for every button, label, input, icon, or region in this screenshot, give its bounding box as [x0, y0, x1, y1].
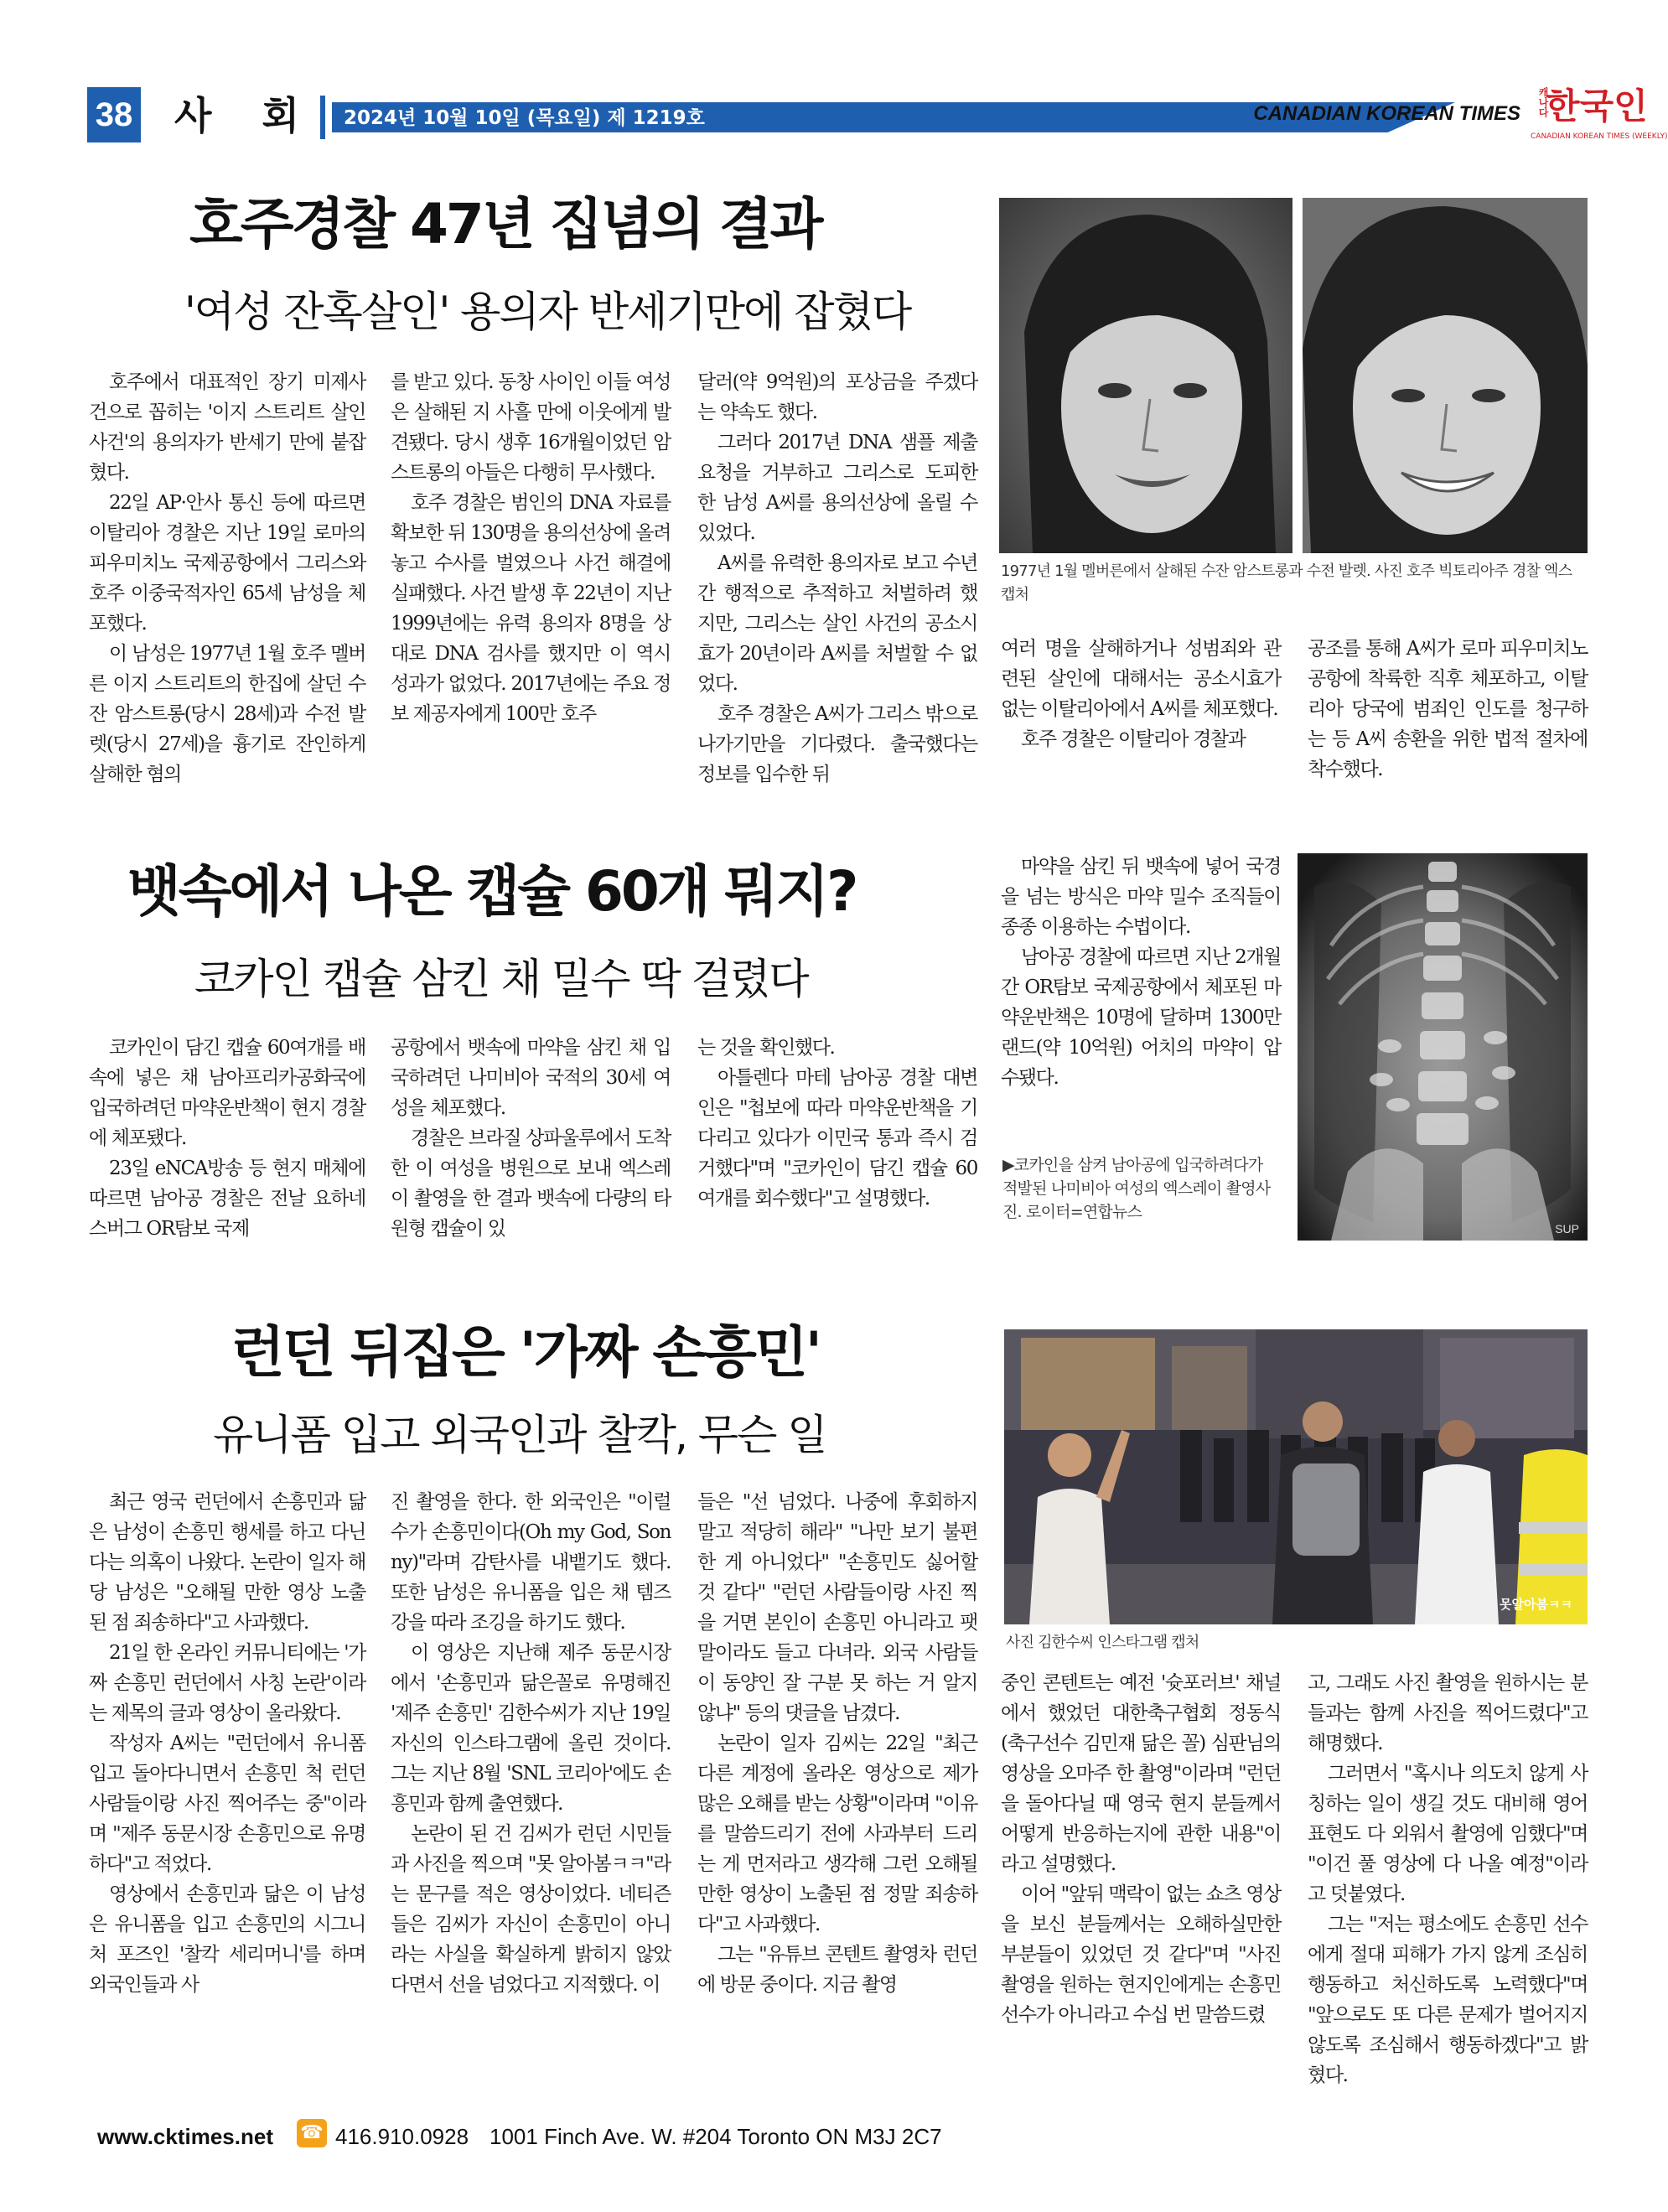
article2-paragraph: 마약을 삼킨 뒤 뱃속에 넣어 국경을 넘는 방식은 마약 밀수 조직들이 종종 이용하는 수법이다. [1001, 856, 1281, 938]
article1-paragraph: 호주 경찰은 A씨가 그리스 밖으로 나가기만을 기다렸다. 출국했다는 정보를 입수한 뒤 [697, 703, 977, 785]
victim-photo-1 [999, 198, 1292, 553]
article3-paragraph: 논란이 일자 김씨는 22일 "최근 다른 계정에 올라온 영상으로 제가 많은 오해를 받는 상황"이라며 "이유를 말씀드리기 전에 사과부터 드리는 게 먼저라고 생각해 그런 오해될 만한 영상이 노출된 점 정말 죄송하다"고 사과했다. [697, 1733, 977, 1935]
footer-website: www.cktimes.net [97, 2124, 273, 2149]
article3-column-1 [89, 1487, 365, 2084]
article3-photo-caption: 사진 김한수씨 인스타그램 캡처 [1006, 1634, 1199, 1651]
photo-agency-tag: SUP [1555, 1222, 1579, 1236]
article3-headline: 런던 뒤집은 '가짜 손흥민' [231, 1320, 820, 1385]
article1-subhead: '여성 잔혹살인' 용의자 반세기만에 잡혔다 [184, 288, 911, 336]
article1-paragraph: A씨를 유력한 용의자로 보고 수년간 행적으로 추적하고 처벌하려 했지만, 그리스는 살인 사건의 공소시효가 20년이라 A씨를 처벌할 수 없었다. [697, 552, 977, 695]
article1-paragraph: 이 남성은 1977년 1월 호주 멜버른 이지 스트리트의 한집에 살던 수잔 암스트롱(당시 28세)과 수전 발렛(당시 27세)을 흉기로 잔인하게 살해한 혐의 [89, 643, 365, 785]
article2-paragraph: 아틀렌다 마테 남아공 경찰 대변인은 "첩보에 따라 마약운반책을 기다리고 있다가 이민국 통과 즉시 검거했다"며 "코카인이 담긴 캡슐 60여개를 회수했다"고 설명했다. [697, 1067, 977, 1210]
logo-tagline: CANADIAN KOREAN TIMES (WEEKLY) [1531, 132, 1668, 141]
article3-paragraph: 그는 "유튜브 콘텐트 촬영차 런던에 방문 중이다. 지금 촬영 [697, 1944, 977, 1996]
article2-column-1 [89, 1033, 365, 1242]
article3-paragraph: 그러면서 "혹시나 의도치 않게 사칭하는 일이 생길 것도 대비해 영어 표현도 다 외워서 촬영에 임했다"며 "이건 풀 영상에 다 나올 예정"이라고 덧붙였다. [1308, 1763, 1588, 1905]
article3-column-2 [391, 1487, 671, 2084]
article3-column-4 [1001, 1668, 1281, 2084]
article3-paragraph: 작성자 A씨는 "런던에서 유니폼 입고 돌아다니면서 손흥민 척 런던사람들이랑 사진 찍어주는 중"이라며 "제주 동문시장 손흥민으로 유명하다"고 적었다. [89, 1733, 365, 1875]
footer-phone: 416.910.0928 [335, 2124, 469, 2149]
section-title: 사 회 [174, 93, 318, 138]
article1-column-5 [1308, 634, 1588, 788]
article3-paragraph: 들은 "선 넘었다. 나중에 후회하지 말고 적당히 해라" "나만 보기 불편한 게 아니었다" "손흥민도 싫어할 것 같다" "런던 사람들이랑 사진 찍을 거면 본인이 손흥민 아니라고 팻말이라도 들고 다녀라. 외국 사람들이 동양인 잘 구분 못 하는 거 알지 않냐" 등의 댓글을 남겼다. [697, 1491, 977, 1724]
paper-name: CANADIAN KOREAN TIMES [1253, 102, 1520, 125]
article1-photo-caption: 1977년 1월 멜버른에서 살해된 수잔 암스트롱과 수전 발렛. 사진 호주 빅토리아주 경찰 엑스 캡처 [1001, 562, 1572, 604]
article3-paragraph: 그는 "저는 평소에도 손흥민 선수에게 절대 피해가 가지 않게 조심히 행동하고 처신하도록 노력했다"며 "앞으로도 또 다른 문제가 벌어지지 않도록 조심해서 행동하겠다"고 밝혔다. [1308, 1914, 1588, 2086]
article3-paragraph: 논란이 된 건 김씨가 런던 시민들과 사진을 찍으며 "못 알아봄ㅋㅋ"라는 문구를 적은 영상이었다. 네티즌들은 김씨가 자신이 손흥민이 아니라는 사실을 확실하게 밝히지 않았다면서 선을 넘었다고 지적했다. 이 [391, 1823, 671, 1996]
article1-paragraph: 호주 경찰은 이탈리아 경찰과 [1021, 728, 1246, 750]
article1-paragraph: 달러(약 9억원)의 포상금을 주겠다는 약속도 했다. [697, 371, 977, 423]
article3-paragraph: 21일 한 온라인 커뮤니티에는 '가짜 손흥민 런던에서 사칭 논란'이라는 제목의 글과 영상이 올라왔다. [89, 1642, 365, 1724]
article2-paragraph: 남아공 경찰에 따르면 지난 2개월간 OR탐보 국제공항에서 체포된 마약운반책은 10명에 달하며 1300만 랜드(약 10억원) 어치의 마약이 압수됐다. [1001, 946, 1281, 1089]
phone-icon: ☎ [297, 2119, 327, 2147]
article2-paragraph: 경찰은 브라질 상파울루에서 도착한 이 여성을 병원으로 보내 엑스레이 촬영을 한 결과 뱃속에 다량의 타원형 캡슐이 있 [391, 1127, 671, 1240]
issue-date: 2024년 10월 10일 (목요일) 제 1219호 [344, 107, 705, 129]
article3-paragraph: 진 촬영을 한다. 한 외국인은 "이럴 수가 손흥민이다(Oh my God, Sonny)"라며 감탄사를 내뱉기도 했다. 또한 남성은 유니폼을 입은 채 템즈강을 따라 조깅을 하기도 했다. [391, 1491, 671, 1634]
article2-column-3 [697, 1033, 977, 1242]
article2-paragraph: 23일 eNCA방송 등 현지 매체에 따르면 남아공 경찰은 전날 요하네스버그 OR탐보 국제 [89, 1158, 365, 1240]
article1-column-4 [1001, 634, 1281, 788]
newspaper-logo [1531, 85, 1668, 146]
article1-paragraph: 를 받고 있다. 동창 사이인 이들 여성은 살해된 지 사흘 만에 이웃에게 발견됐다. 당시 생후 16개월이었던 암스트롱의 아들은 다행히 무사했다. [391, 371, 671, 484]
article1-paragraph: 22일 AP·안사 통신 등에 따르면 이탈리아 경찰은 지난 19일 로마의 피우미치노 국제공항에서 그리스와 호주 이중국적자인 65세 남성을 체포했다. [89, 492, 365, 635]
logo-prefix: 캐나다 [1537, 87, 1549, 117]
article1-headline: 호주경찰 47년 집념의 결과 [189, 192, 821, 256]
footer-address: 1001 Finch Ave. W. #204 Toronto ON M3J 2C7 [490, 2124, 942, 2149]
article2-paragraph: 공항에서 뱃속에 마약을 삼킨 채 입국하려던 나미비아 국적의 30세 여성을 체포했다. [391, 1037, 671, 1119]
article1-column-1 [89, 367, 365, 786]
article2-headline: 뱃속에서 나온 캡슐 60개 뭐지? [127, 859, 857, 924]
article3-paragraph: 영상에서 손흥민과 닮은 이 남성은 유니폼을 입고 손흥민의 시그니처 포즈인 '찰칵 세리머니'를 하며 외국인들과 사 [89, 1883, 365, 1996]
article3-paragraph: 중인 콘텐트는 예전 '슛포러브' 채널에서 했었던 대한축구협회 정동식(축구선수 김민재 닮은 꼴) 심판님의 영상을 오마주 한 촬영"이라며 "런던을 돌아다닐 때 영국 현지 분들께서 어떻게 반응하는지에 관한 내용"이라고 설명했다. [1001, 1672, 1281, 1875]
article2-photo-caption: ▶코카인을 삼켜 남아공에 입국하려다가 적발된 나미비아 여성의 엑스레이 촬영사진. 로이터=연합뉴스 [1002, 1156, 1271, 1221]
page-number: 38 [87, 87, 141, 142]
section-divider [320, 96, 325, 139]
masthead [87, 85, 1668, 144]
article3-paragraph: 이 영상은 지난해 제주 동문시장에서 '손흥민과 닮은꼴로 유명해진 '제주 손흥민' 김한수씨가 지난 19일 자신의 인스타그램에 올린 것이다. 그는 지난 8월 'SNL 코리아'에도 손흥민과 함께 출연했다. [391, 1642, 671, 1815]
video-overlay-text: 못알아봄ㅋㅋ [1500, 1597, 1572, 1612]
article1-paragraph: 호주 경찰은 범인의 DNA 자료를 확보한 뒤 130명을 용의선상에 올려놓고 수사를 벌였으나 사건 해결에 실패했다. 사건 발생 후 22년이 지난 1999년에는 유력 용의자 8명을 상대로 DNA 검사를 했지만 이 역시 성과가 없었다. 2017년에는 주요 정보 제공자에게 100만 호주 [391, 492, 671, 725]
street-photo [1004, 1329, 1588, 1624]
article3-column-3 [697, 1487, 977, 2084]
article2-subhead: 코카인 캡슐 삼킨 채 밀수 딱 걸렸다 [194, 955, 808, 1003]
article1-column-2 [391, 367, 671, 786]
article1-paragraph: 공조를 통해 A씨가 로마 피우미치노 공항에 착륙한 직후 체포하고, 이탈리아 당국에 범죄인 인도를 청구하는 등 A씨 송환을 위한 법적 절차에 착수했다. [1308, 638, 1588, 780]
article3-subhead: 유니폼 입고 외국인과 찰칵, 무슨 일 [213, 1411, 826, 1459]
xray-photo [1298, 853, 1588, 1241]
article3-column-5 [1308, 1668, 1588, 2084]
article3-paragraph: 최근 영국 런던에서 손흥민과 닮은 남성이 손흥민 행세를 하고 다닌다는 의혹이 나왔다. 논란이 일자 해당 남성은 "오해될 만한 영상 노출된 점 죄송하다"고 사과했다. [89, 1491, 365, 1634]
article1-paragraph: 그러다 2017년 DNA 샘플 제출 요청을 거부하고 그리스로 도피한 한 남성 A씨를 용의선상에 올릴 수 있었다. [697, 432, 977, 544]
article2-column-4 [1001, 852, 1281, 1128]
article2-paragraph: 는 것을 확인했다. [697, 1037, 835, 1059]
article3-paragraph: 고, 그래도 사진 촬영을 원하시는 분들과는 함께 사진을 찍어드렸다"고 해명했다. [1308, 1672, 1588, 1754]
article1-paragraph: 여러 명을 살해하거나 성범죄와 관련된 살인에 대해서는 공소시효가 없는 이탈리아에서 A씨를 체포했다. [1001, 638, 1281, 720]
article3-paragraph: 이어 "앞뒤 맥락이 없는 쇼츠 영상을 보신 분들께서는 오해하실만한 부분들이 있었던 것 같다"며 "사진 촬영을 원하는 현지인에게는 손흥민 선수가 아니라고 수십 번 말씀드렸 [1001, 1883, 1281, 2026]
logo-main: 한국인 [1546, 85, 1648, 127]
victim-photo-2 [1303, 198, 1588, 553]
article2-paragraph: 코카인이 담긴 캡슐 60여개를 배 속에 넣은 채 남아프리카공화국에 입국하려던 마약운반책이 현지 경찰에 체포됐다. [89, 1037, 366, 1149]
article2-column-2 [391, 1033, 671, 1242]
article1-paragraph: 호주에서 대표적인 장기 미제사건으로 꼽히는 '이지 스트리트 살인 사건'의 용의자가 반세기 만에 붙잡혔다. [89, 371, 365, 484]
article1-column-3 [697, 367, 977, 786]
